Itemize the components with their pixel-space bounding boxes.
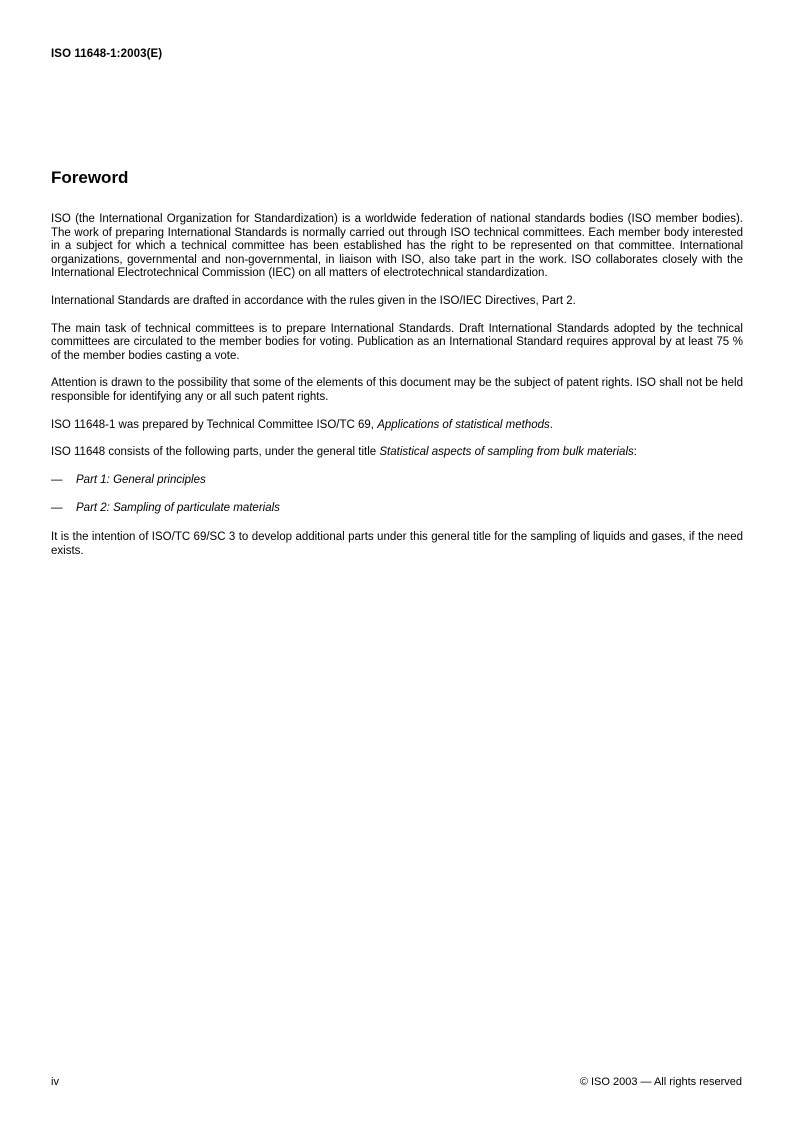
text-segment: : [633,446,637,459]
copyright-notice: © ISO 2003 — All rights reserved [579,1076,742,1088]
text-segment: International Standards are drafted in accordance with the rules given in the ISO/IEC Directives, Part 2. [51,294,576,307]
list-dash: — [51,473,63,486]
text-segment: Statistical aspects of sampling from bulk materials [379,446,634,459]
list-item [51,502,743,516]
paragraph [51,531,743,558]
text-segment: Attention is drawn to the possibility that some of the elements of this document may be the subject of patent rights. ISO shall not be held responsible for identifying any or all such patent rights. [51,377,743,403]
paragraph [51,323,743,364]
text-segment: ISO 11648-1 was prepared by Technical Committee ISO/TC 69, [51,418,378,431]
paragraph [51,213,743,281]
paragraph [51,419,743,433]
text-segment: It is the intention of ISO/TC 69/SC 3 to develop additional parts under this general title for the sampling of liquids and gases, if the need exists. [51,530,743,557]
page-title: Foreword [51,168,129,187]
text-segment: . [549,418,553,431]
list-item [51,474,743,488]
text-segment: Part 2: Sampling of particulate materials [76,502,280,515]
text-segment: ISO 11648 consists of the following parts, under the general title [51,446,380,459]
page-number: iv [51,1076,59,1088]
paragraph [51,295,743,309]
text-segment: Applications of statistical methods [377,418,550,431]
paragraph [51,446,743,460]
list-dash: — [51,502,63,515]
text-segment: ISO (the International Organization for Standardization) is a worldwide federation of national standards bodies (ISO member bodies). The work of preparing International Standards is normally carried out through ISO technical committees. Each member body interested in a subject for which a technical committee has been established has the right to be represented on that committee. International organizations, governmental and non-governmental, in liaison with ISO, also take part in the work. ISO collaborates closely with the International Electrotechnical Commission (IEC) on all matters of electrotechnical standardization. [51,213,743,280]
page-footer [51,1076,742,1088]
foreword-body [51,213,743,572]
document-id: ISO 11648-1:2003(E) [51,48,163,60]
text-segment: Part 1: General principles [76,473,206,486]
paragraph [51,377,743,404]
text-segment: The main task of technical committees is to prepare International Standards. Draft International Standards adopted by the technical committees are circulated to the member bodies for voting. Publication as an International Standard requires approval by at least 75 % of the member bodies casting a vote. [51,322,743,362]
